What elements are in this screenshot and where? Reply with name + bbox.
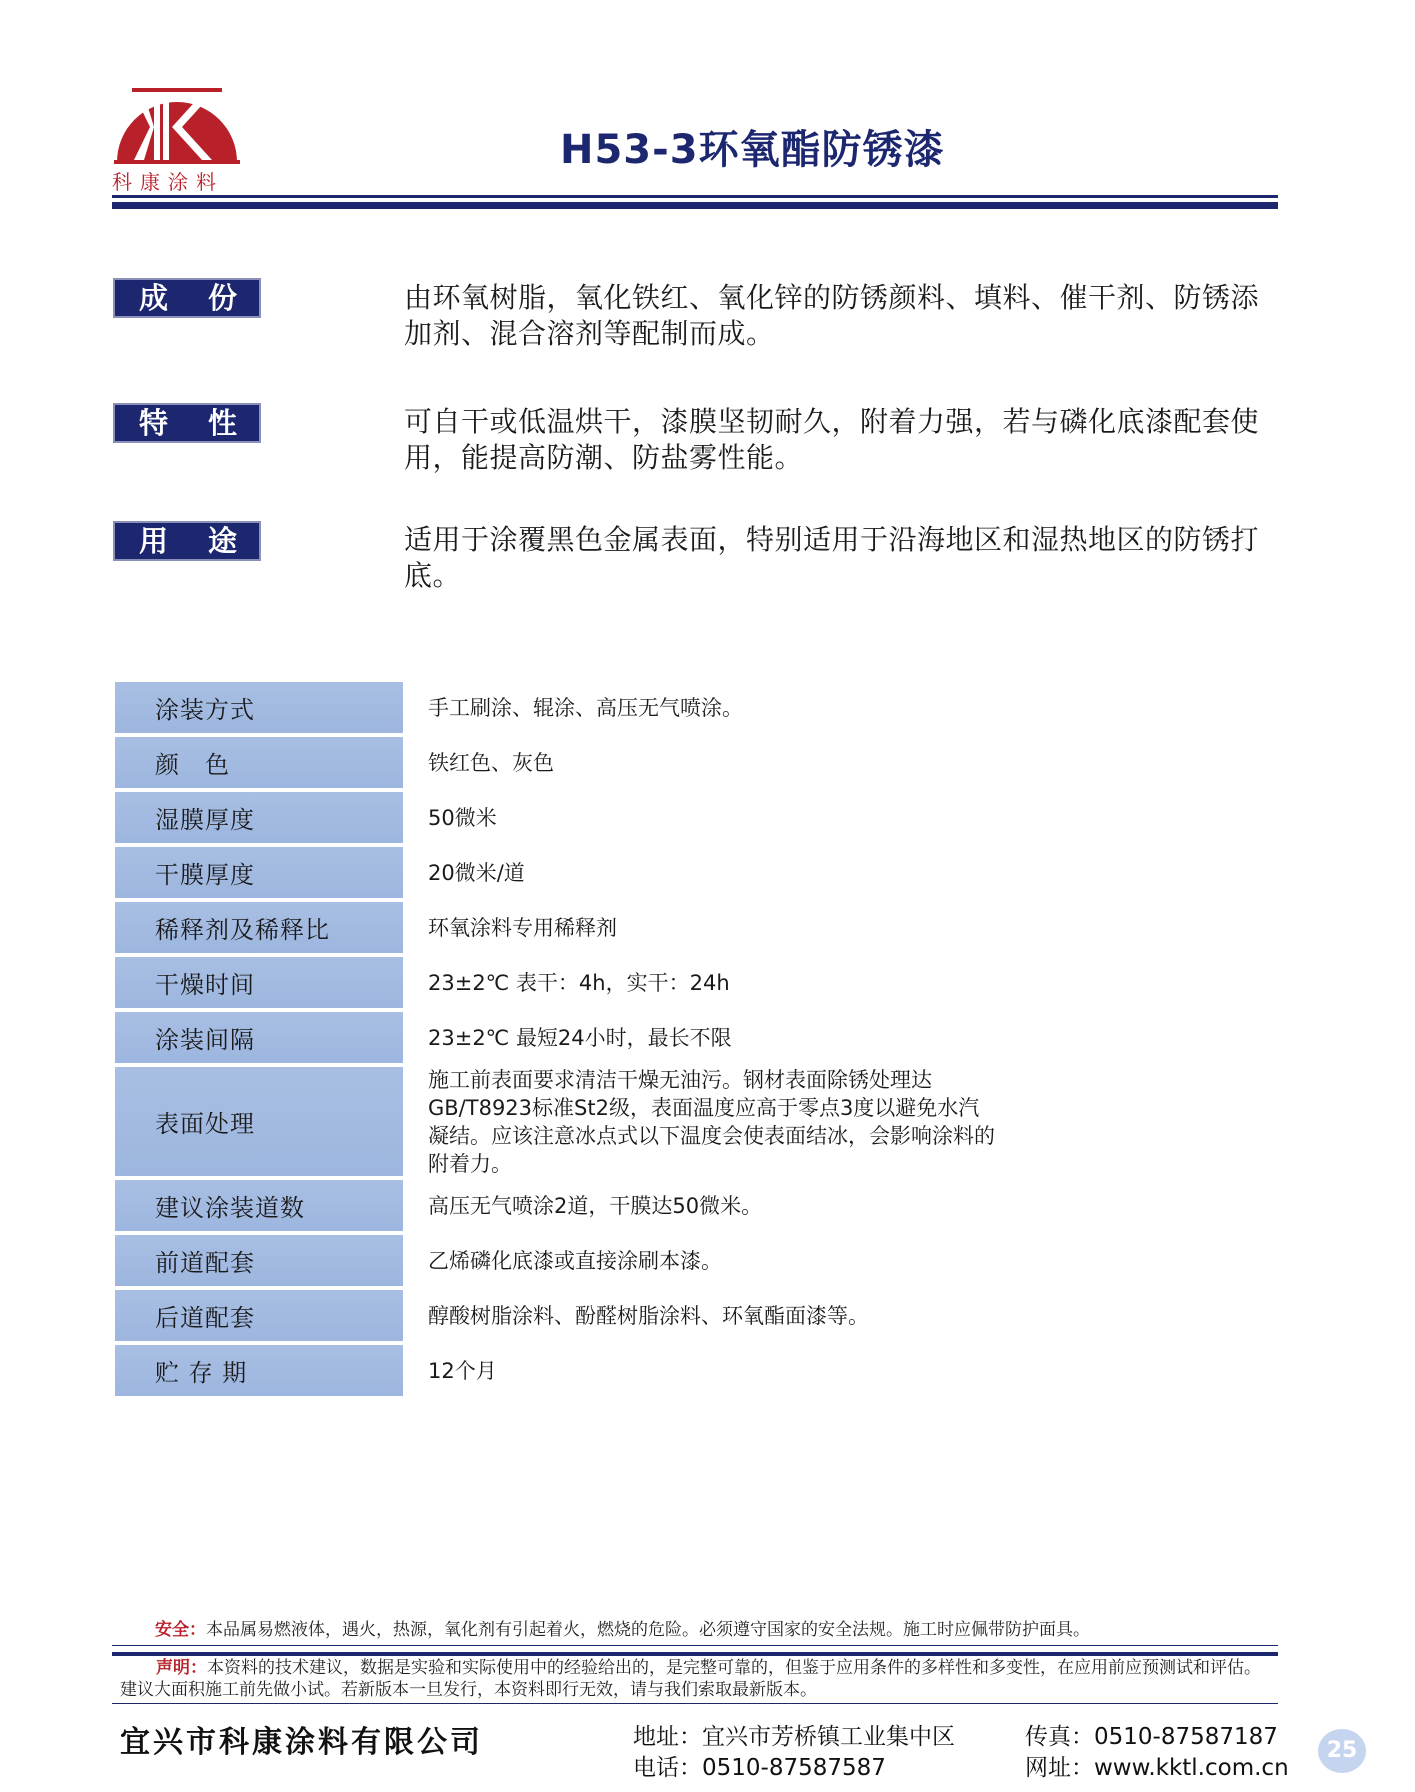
logo-text: 科康涂料 [112, 170, 224, 194]
section-label-properties: 特 性 [113, 403, 261, 443]
table-row [115, 847, 1055, 902]
row-value: 手工刷涂、辊涂、高压无气喷涂。 [428, 695, 743, 720]
page-number-badge: 25 [1318, 1729, 1366, 1773]
row-value: 高压无气喷涂2道，干膜达50微米。 [428, 1193, 763, 1218]
footer-rule [112, 1652, 1278, 1656]
table-row [115, 792, 1055, 847]
row-label: 表面处理 [115, 1067, 403, 1176]
row-label: 建议涂装道数 [115, 1180, 403, 1231]
table-row [115, 737, 1055, 792]
phone-text: 电话：0510-87587587 [633, 1755, 886, 1781]
table-row [115, 1012, 1055, 1067]
header-rule-thin [112, 195, 1278, 198]
header-rule-thick [112, 202, 1278, 209]
section-text-properties: 可自干或低温烘干，漆膜坚韧耐久，附着力强，若与磷化底漆配套使用，能提高防潮、防盐雾性能。 [404, 405, 1260, 474]
row-label: 涂装间隔 [115, 1012, 403, 1063]
table-row [115, 1290, 1055, 1345]
row-label: 干膜厚度 [115, 847, 403, 898]
row-label: 干燥时间 [115, 957, 403, 1008]
table-row [115, 1067, 1055, 1180]
row-value: 12个月 [428, 1358, 497, 1383]
safety-text: 本品属易燃液体，遇火，热源，氧化剂有引起着火，燃烧的危险。必须遵守国家的安全法规。施工时应佩带防护面具。 [206, 1620, 1090, 1640]
table-row [115, 1345, 1055, 1400]
row-label: 贮 存 期 [115, 1345, 403, 1396]
row-label: 前道配套 [115, 1235, 403, 1286]
row-value: 环氧涂料专用稀释剂 [428, 915, 617, 940]
company-name: 宜兴市科康涂料有限公司 [120, 1725, 483, 1760]
row-value: 20微米/道 [428, 860, 525, 885]
website-link[interactable]: 网址：www.kktl.com.cn [1025, 1755, 1289, 1781]
row-value: 23±2℃ 表干：4h，实干：24h [428, 970, 730, 995]
safety-note [155, 1615, 1090, 1640]
spec-table [115, 682, 1055, 1400]
table-row [115, 1180, 1055, 1235]
section-label-usage: 用 途 [113, 521, 261, 561]
table-row [115, 957, 1055, 1012]
section-text-usage: 适用于涂覆黑色金属表面，特别适用于沿海地区和湿热地区的防锈打底。 [404, 523, 1260, 592]
row-label: 湿膜厚度 [115, 792, 403, 843]
table-row [115, 682, 1055, 737]
fax-text: 传真：0510-87587187 [1025, 1724, 1278, 1750]
row-value: 铁红色、灰色 [428, 750, 554, 775]
footer-rule [112, 1645, 1278, 1646]
row-value: 乙烯磷化底漆或直接涂刷本漆。 [428, 1248, 722, 1273]
row-value: 施工前表面要求清洁干燥无油污。钢材表面除锈处理达GB/T8923标准St2级，表面温度应高于零点3度以避免水汽凝结。应该注意冰点式以下温度会使表面结冰，会影响涂料的附着力。 [428, 1067, 995, 1176]
section-label-composition: 成 份 [113, 278, 261, 318]
row-value: 醇酸树脂涂料、酚醛树脂涂料、环氧酯面漆等。 [428, 1303, 869, 1328]
row-label: 颜 色 [115, 737, 403, 788]
section-text-composition: 由环氧树脂，氧化铁红、氧化锌的防锈颜料、填料、催干剂、防锈添加剂、混合溶剂等配制而成。 [404, 281, 1260, 350]
row-value: 50微米 [428, 805, 497, 830]
table-row [115, 902, 1055, 957]
row-label: 涂装方式 [115, 682, 403, 733]
row-value: 23±2℃ 最短24小时，最长不限 [428, 1025, 732, 1050]
table-row [115, 1235, 1055, 1290]
notice-key: 声明： [156, 1658, 207, 1678]
safety-key: 安全： [155, 1620, 206, 1640]
disclaimer-note [120, 1657, 1270, 1701]
footer-rule [112, 1703, 1278, 1704]
row-label: 后道配套 [115, 1290, 403, 1341]
address-text: 地址：宜兴市芳桥镇工业集中区 [633, 1724, 955, 1750]
notice-text: 本资料的技术建议，数据是实验和实际使用中的经验给出的，是完整可靠的，但鉴于应用条件的多样性和多变性，在应用前应预测试和评估。建议大面积施工前先做小试。若新版本一旦发行，本资料即行无效，请与我们索取最新版本。 [120, 1658, 1261, 1700]
page-title: H53-3环氧酯防锈漆 [560, 127, 945, 173]
row-label: 稀释剂及稀释比 [115, 902, 403, 953]
